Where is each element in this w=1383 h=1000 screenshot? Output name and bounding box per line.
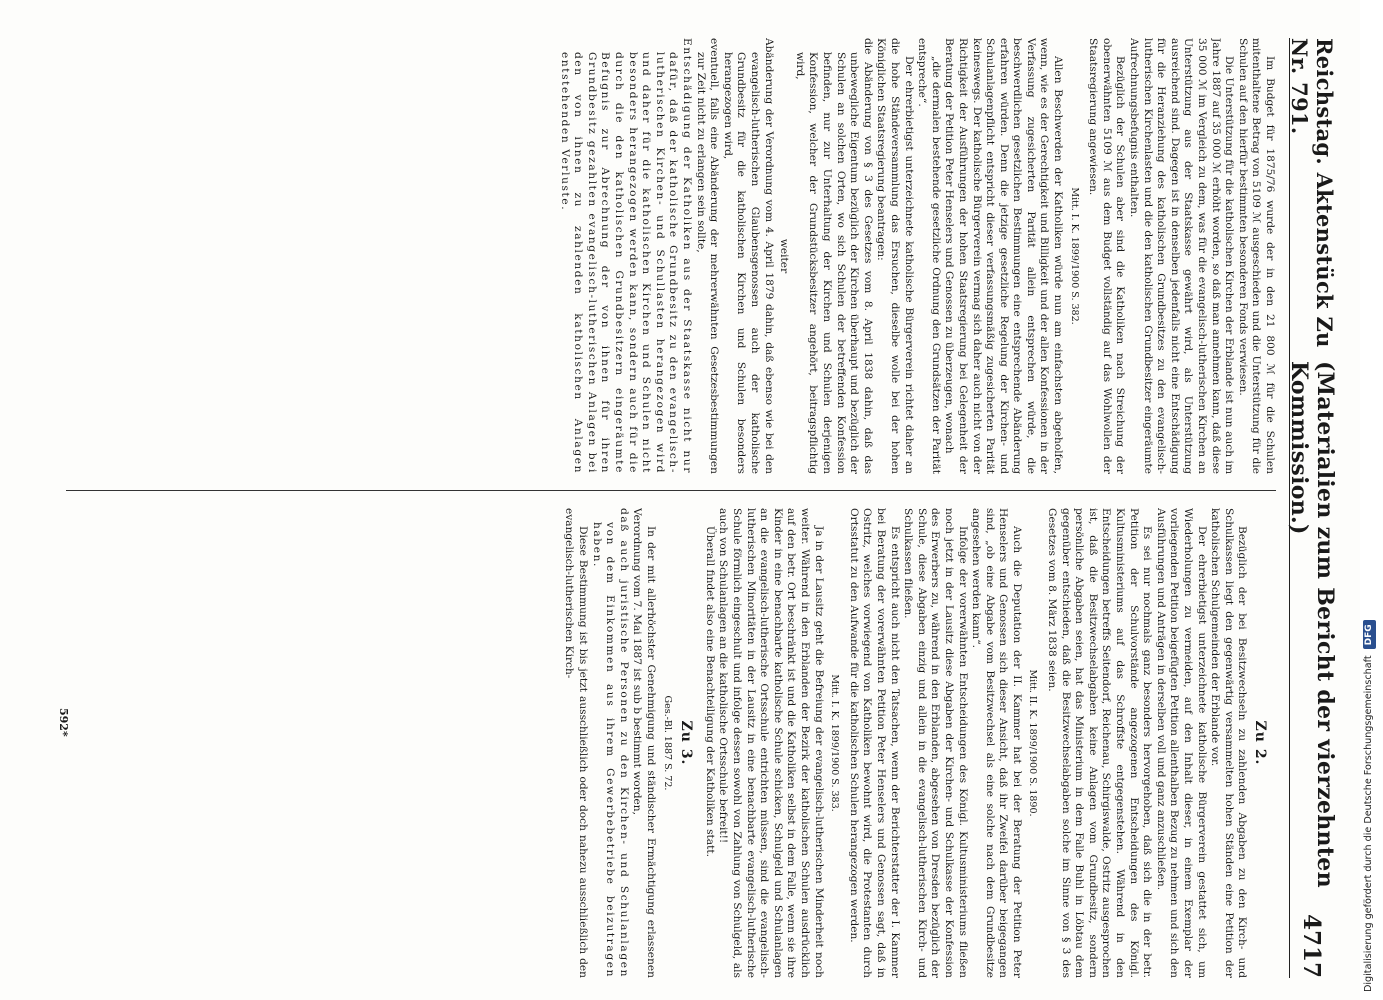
right-text-column	[62, 508, 1276, 978]
page-number: 4717	[1298, 913, 1326, 978]
header-title: (Materialien zum Bericht der vierzehnten Kommission.)	[1286, 360, 1338, 888]
paragraph: Ja in der Lausitz geht die Befreiung der evangelisch-lutherischen Minderheit noch weiter. Während in den Erblanden der Bezirk der katholischen Schulen ausdrücklich auf den betr. Ort beschränkt ist und die Katholiken selbst in dem Falle, wenn sie ihre Kinder in eine benachbarte katholische Schule schicken, Schulgeld und Schulanlagen an die evangelisch-lutherische Ortsschule entrichten müssen, sind die evangelisch-lutherischen Minoritäten in der Lausitz in eine benachbarte evangelisch-lutherische Schule förmlich eingeschult und infolge dessen sowohl von Zahlung von Schulgeld, als auch von Schulanlagen an die katholische Ortsschule befreit!!	[717, 508, 825, 978]
request-item: eventuell, falls eine Abänderung der mehrerwähnten Gesetzesbestimmungen zur Zeit nicht zu erlangen sein sollte,	[694, 38, 721, 474]
paragraph: Bezüglich der Schulen aber sind die Katholiken nach Streichung der obenerwähnten 5109 ℳ aus dem Budget vollständig auf das Wohlwollen der Staatsregierung angewiesen.	[1087, 38, 1127, 474]
citation: Ges.-Bl. 1887 S. 72.	[661, 695, 673, 791]
paragraph: Es sei nur nochmals ganz besonders hervorgehoben, daß sich die in der betr. Petition der Schulvorstände angezogenen Entscheidungen des Königl. Kultusministeriums auf das Schroffste entgegenstehen. Während in den Entscheidungen betreffs Seitendorf, Reichenau, Schirgiswalde, Ostritz ausgesprochen ist, daß die Besitzwechselabgaben keine Anlagen vom Grundbesitz, sondern persönliche Abgaben seien, hat das Ministerium in dem Falle Buhl in Löbtau dem gegenüber entschieden, daß die Besitzwechselabgaben solche im Sinne von § 3 des Gesetzes vom 8. März 1838 seien.	[1046, 508, 1154, 978]
paragraph: Es entspricht auch nicht den Tatsachen, wenn der Berichterstatter der I. Kammer bei Beratung der vorerwähnten Petition Peter Henselers und Genossen sagt, daß in Ostritz, welches vorwiegend von Katholiken bewohnt wird, die Protestanten durch Ortsstatut zu den Aufwande für die katholischen Schulen herangezogen werden.	[847, 508, 901, 978]
dfg-logo: DFG	[1363, 620, 1376, 649]
paragraph: Diese Bestimmung ist bis jetzt ausschließlich oder doch nahezu ausschließlich den evangelisch-lutherischen Kirch-	[563, 508, 590, 978]
section-heading: Zu 2.	[1252, 720, 1268, 766]
page-header	[1286, 38, 1338, 978]
paragraph: Im Budget für 1875/76 wurde der in den 21 800 ℳ für die Schulen mitenthaltene Betrag von 5109 ℳ ausgeschieden und die Unterstützung für die Schulen auf den hierfür bestimmten besonderen Fonds verwiesen.	[1236, 38, 1276, 474]
citation: Mitt. I. K. 1899/1900 S. 383.	[829, 674, 841, 812]
column-divider	[66, 490, 1276, 491]
citation: Mitt. II. K. 1899/1900 S. 1890.	[1027, 669, 1039, 817]
left-text-column	[62, 38, 1276, 474]
quoted-provision: daß auch juristische Personen zu den Kirchen- und Schulanlagen von dem Einkommen aus ihrem Gewerbebetriebe beizutragen haben.	[590, 508, 630, 978]
citation: Mitt. I. K. 1899/1900 S. 382.	[1068, 187, 1080, 325]
quote: „die dermalen bestehende gesetzliche Ordnung den Grundsätzen der Parität entspreche“.	[916, 38, 942, 474]
credit-text: Digitalisierung gefördert durch die Deutsche Forschungsgemeinschaft	[1363, 655, 1374, 992]
connector-word: weiter	[778, 238, 791, 274]
paragraph: Der ehrerbietigst unterzeichnete katholische Bürgerverein gestattet sich, um Wiederholungen zu vermeiden, auf den Inhalt dieser, in einem Exemplar der vorliegenden Petition beigefügten Petition allenthalben Bezug zu nehmen und sich den Ausführungen und Anträgen in derselben voll und ganz anzuschließen.	[1154, 508, 1208, 978]
paragraph: Allen Beschwerden der Katholiken würde nun am einfachsten abgeholfen, wenn, wie es der Gerechtigkeit und Billigkeit und der allen Konfessionen in der Verfassung zugesicherten Parität allein entsprechen würde, die beschwerdlichen gesetzlichen Bestimmungen eine entsprechende Abänderung erfahren würden. Denn die jetzige gesetzliche Regelung der Kirchen- und Schulanlagenpflicht entspricht dieser verfassungsmäßig zugesicherten Parität keineswegs. Der katholische Bürgerverein vermag sich daher auch nicht von der Richtigkeit der Ausführungen der hohen Staatsregierung bei Gelegenheit der Beratung der Petition Peter Henselers und Genossen zu überzeugen, wonach	[943, 38, 1065, 474]
request-item: Entschädigung der Katholiken aus der Staatskasse nicht nur dafür, daß der katholische Grundbesitz zu den evangelisch-lutherischen Kirchen- und Schullasten herangezogen wird und daher für die katholischen Kirchen und Schulen nicht besonders herangezogen werden kann, sondern auch für die durch die den katholischen Grundbesitzern eingeräumte Befugnis zur Abrechnung der von ihnen für ihren Grundbesitz gezahlten evangelisch-lutherischen Anlagen bei den von ihnen zu zahlenden katholischen Anlagen entstehenden Verluste.	[558, 38, 694, 474]
paragraph: Auch die Deputation der II. Kammer hat bei der Beratung der Petition Peter Henselers und Genossen sich dieser Ansicht, daß ihr Zweifel darüber beigegangen sind, „ob eine Abgabe vom Besitzwechsel als eine solche nach dem Grundbesitze angesehen werden kann“.	[970, 508, 1023, 978]
header-source: Reichstag. Aktenstück Zu Nr. 791.	[1287, 38, 1337, 348]
paragraph: Überall findet also eine Benachteiligung der Katholiken statt.	[703, 526, 716, 858]
request-item: die Abänderung von § 3 des Gesetzes vom 8. April 1838 dahin, daß das unbewegliche Eigentum bezüglich der Kirchen überhaupt und bezüglich der Schulen an solchen Orten, wo sich Schulen der betreffenden Konfession befinden, nur zur Unterhaltung der Kirchen und Schulen derjenigen Konfession, welcher der Grundstücksbesitzer angehört, beitragspflichtig wird,	[793, 38, 874, 474]
paragraph: Der ehrerbietigst unterzeichnete katholische Bürgerverein richtet daher an die hohe Ständeversammlung das Ersuchen, dieselbe wolle bei der hohen Königlichen Staatsregierung beantragen:	[875, 38, 915, 474]
request-item: Abänderung der Verordnung vom 4. April 1879 dahin, daß ebenso wie bei den evangelisch-lutherischen Glaubensgenossen auch der katholische Grundbesitz für die katholischen Kirchen und Schulen besonders herangezogen wird,	[721, 38, 775, 474]
printer-signature: 592*	[57, 708, 70, 737]
paragraph: In der mit allerhöchster Genehmigung und ständischer Ermächtigung erlassenen Verordnung vom 7. Mai 1887 ist sub b bestimmt worden,	[631, 508, 658, 978]
paragraph: Die Unterstützung für die katholischen Kirchen der Erblande ist nun auch im Jahre 1887 auf 35 000 ℳ erhöht worden, so daß man annehmen kann, daß diese 35 000 ℳ im Vergleich zu dem, was für die evangelisch-lutherischen Kirchen an Unterstützung aus der Staatskasse gewährt wird, als Unterstützung ausreichend sind. Dagegen ist in denselben jedenfalls nicht eine Entschädigung für die Heranziehung des katholischen Grundbesitzes zu den evangelisch-lutherischen Kirchenlasten und die den katholischen Grundbesitzer eingeräumte Aufrechnungsbefugnis enthalten.	[1128, 38, 1236, 474]
paragraph: Bezüglich der bei Besitzwechseln zu zahlenden Abgaben zu den Kirch- und Schulkassen liegt den gegenwärtig versammelten hohen Ständen eine Petition der katholischen Schulgemeinden der Erblande vor.	[1209, 508, 1249, 978]
paragraph: Infolge der vorerwähnten Entscheidungen des Königl. Kultusministeriums fließen noch jetzt in der Lausitz diese Abgaben der Kirchen- und Schulkasse der Konfession des Erwerbers zu, während in den Erblanden, abgesehen von Dresden bezüglich der Schule, diese Abgaben einzig und allein in die evangelisch-lutherischen Kirch- und Schulkassen fließen.	[902, 508, 969, 978]
section-heading: Zu 3.	[678, 720, 695, 766]
digitization-credit	[1362, 12, 1376, 992]
